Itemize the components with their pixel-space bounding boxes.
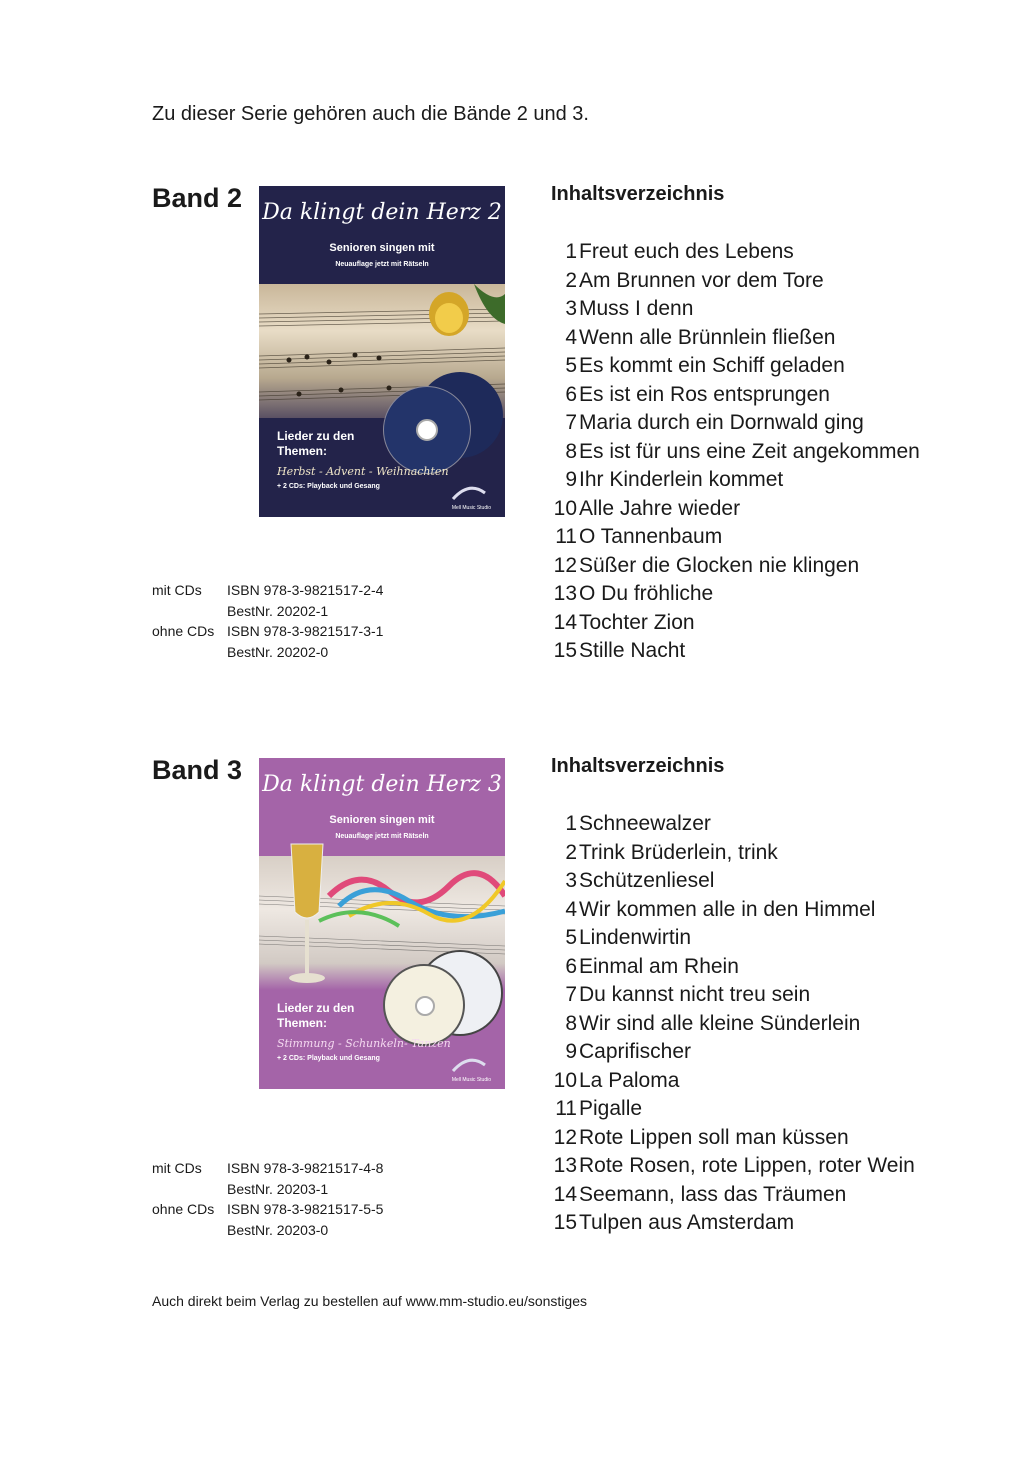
- toc-number: 15: [553, 1211, 577, 1234]
- toc-number: 8: [565, 439, 577, 463]
- toc-song-title: Du kannst nicht treu sein: [579, 983, 811, 1006]
- toc-item: [551, 1209, 915, 1238]
- band-2-title: Band 2: [152, 183, 243, 213]
- cover-title: Da klingt dein Herz 2: [262, 200, 502, 225]
- toc-number: 14: [553, 1182, 577, 1206]
- toc-item: [551, 924, 915, 953]
- toc-item: [551, 1067, 915, 1096]
- order-number: BestNr. 20203-1: [227, 1180, 329, 1197]
- toc-item: [551, 1124, 915, 1153]
- toc-item: [551, 295, 920, 324]
- toc-item: [551, 324, 920, 353]
- toc-number: 7: [565, 983, 577, 1006]
- toc-song-title: Caprifischer: [579, 1040, 692, 1063]
- toc-song-title: Tochter Zion: [579, 610, 695, 634]
- toc-item: [551, 352, 920, 381]
- toc-number: 10: [553, 1068, 577, 1092]
- toc-song-title: Lindenwirtin: [579, 926, 692, 949]
- cover-lieder-label: Lieder zu den Themen:: [277, 1001, 355, 1030]
- footer-order-note: Auch direkt beim Verlag zu bestellen auf www.mm-studio.eu/sonstiges: [152, 1293, 587, 1309]
- toc-item: [551, 495, 920, 524]
- isbn-label: mit CDs: [152, 1160, 202, 1176]
- toc-song-title: O Du fröhliche: [579, 582, 714, 605]
- toc-number: 14: [553, 610, 577, 634]
- toc-song-title: Muss I denn: [579, 297, 694, 320]
- toc-item: [551, 238, 920, 267]
- cover-tagline: Neuauflage jetzt mit Rätseln: [335, 261, 429, 268]
- toc-item: [551, 953, 915, 982]
- toc-song-title: Stille Nacht: [579, 639, 686, 662]
- toc-number: 5: [565, 926, 577, 949]
- toc-song-title: Trink Brüderlein, trink: [579, 840, 778, 864]
- toc-song-title: Rote Rosen, rote Lippen, roter Wein: [579, 1154, 915, 1177]
- toc-song-title: Einmal am Rhein: [579, 954, 739, 978]
- band-3-toc-list: [551, 810, 915, 1238]
- toc-item: [551, 896, 915, 925]
- toc-item: [551, 466, 920, 495]
- isbn-value: ISBN 978-3-9821517-2-4: [227, 582, 384, 598]
- toc-number: 10: [553, 496, 577, 520]
- publisher-name: Mell Music Studio: [451, 1077, 491, 1083]
- toc-item: [551, 810, 915, 839]
- toc-number: 12: [553, 1125, 577, 1149]
- order-number: BestNr. 20202-1: [227, 602, 329, 619]
- toc-song-title: Maria durch ein Dornwald ging: [579, 411, 864, 434]
- toc-item: [551, 1038, 915, 1067]
- toc-item: [551, 1095, 915, 1124]
- cover-subtitle: Senioren singen mit: [329, 814, 435, 826]
- band-2-toc-list: [551, 238, 920, 666]
- isbn-value: ISBN 978-3-9821517-5-5: [227, 1201, 384, 1217]
- toc-number: 9: [565, 468, 577, 491]
- toc-item: [551, 381, 920, 410]
- toc-item: [551, 1152, 915, 1181]
- toc-number: 11: [555, 525, 577, 548]
- publisher-logo-icon: [451, 1053, 487, 1075]
- toc-number: 2: [565, 840, 577, 864]
- order-number: BestNr. 20202-0: [227, 643, 329, 660]
- band-2-toc-title: Inhaltsverzeichnis: [551, 183, 725, 205]
- toc-number: 15: [553, 639, 577, 662]
- toc-song-title: Seemann, lass das Träumen: [579, 1182, 847, 1206]
- toc-item: [551, 409, 920, 438]
- toc-song-title: Pigalle: [579, 1097, 643, 1120]
- publisher-logo-icon: [451, 481, 487, 503]
- isbn-value: ISBN 978-3-9821517-3-1: [227, 623, 384, 639]
- toc-number: 12: [553, 553, 577, 577]
- toc-item: [551, 523, 920, 552]
- toc-item: [551, 637, 920, 666]
- toc-number: 6: [565, 954, 577, 978]
- toc-number: 11: [555, 1097, 577, 1120]
- toc-number: 3: [565, 297, 577, 320]
- toc-song-title: Schützenliesel: [579, 869, 715, 892]
- toc-number: 5: [565, 354, 577, 377]
- toc-number: 2: [565, 268, 577, 292]
- toc-song-title: Es ist für uns eine Zeit angekommen: [579, 439, 920, 463]
- isbn-value: ISBN 978-3-9821517-4-8: [227, 1160, 384, 1176]
- toc-song-title: Freut euch des Lebens: [579, 240, 794, 263]
- cover-themes: Stimmung - Schunkeln- Tanzen: [277, 1037, 451, 1050]
- toc-number: 9: [565, 1040, 577, 1063]
- toc-number: 3: [565, 869, 577, 892]
- toc-song-title: Wir kommen alle in den Himmel: [579, 897, 876, 921]
- cover-title: Da klingt dein Herz 3: [262, 772, 502, 797]
- toc-item: [551, 552, 920, 581]
- publisher-name: Mell Music Studio: [451, 505, 491, 511]
- toc-number: 13: [553, 1154, 577, 1177]
- cover-cds-note: + 2 CDs: Playback und Gesang: [277, 1055, 380, 1062]
- champagne-glass-icon: [285, 842, 329, 992]
- toc-item: [551, 438, 920, 467]
- toc-song-title: Wenn alle Brünnlein fließen: [579, 325, 836, 349]
- toc-song-title: Tulpen aus Amsterdam: [579, 1211, 795, 1234]
- band-3-toc-title: Inhaltsverzeichnis: [551, 755, 725, 777]
- isbn-label: mit CDs: [152, 582, 202, 598]
- toc-song-title: Alle Jahre wieder: [579, 496, 741, 520]
- toc-number: 7: [565, 411, 577, 434]
- toc-item: [551, 981, 915, 1010]
- isbn-label: ohne CDs: [152, 623, 215, 639]
- toc-number: 4: [565, 325, 577, 349]
- order-number: BestNr. 20203-0: [227, 1221, 329, 1238]
- toc-song-title: Ihr Kinderlein kommet: [579, 468, 784, 491]
- toc-song-title: Süßer die Glocken nie klingen: [579, 553, 860, 577]
- band-2-isbn-block: [152, 580, 383, 662]
- toc-number: 4: [565, 897, 577, 921]
- toc-song-title: Schneewalzer: [579, 812, 711, 835]
- toc-item: [551, 867, 915, 896]
- cover-cds-note: + 2 CDs: Playback und Gesang: [277, 483, 380, 490]
- band-3-title: Band 3: [152, 755, 243, 785]
- toc-item: [551, 580, 920, 609]
- toc-number: 6: [565, 382, 577, 406]
- toc-item: [551, 267, 920, 296]
- isbn-label: ohne CDs: [152, 1201, 215, 1217]
- cover-subtitle: Senioren singen mit: [329, 242, 435, 254]
- toc-song-title: La Paloma: [579, 1068, 680, 1092]
- band-3-cover-image: [259, 758, 505, 1089]
- toc-item: [551, 609, 920, 638]
- toc-song-title: O Tannenbaum: [579, 525, 723, 548]
- toc-number: 1: [565, 240, 577, 263]
- toc-item: [551, 1181, 915, 1210]
- band-2-cover-image: [259, 186, 505, 517]
- band-3-isbn-block: [152, 1158, 383, 1240]
- cover-lieder-label: Lieder zu den Themen:: [277, 429, 355, 458]
- toc-item: [551, 839, 915, 868]
- cover-themes: Herbst - Advent - Weihnachten: [277, 465, 449, 478]
- toc-song-title: Es kommt ein Schiff geladen: [579, 354, 845, 377]
- toc-song-title: Am Brunnen vor dem Tore: [579, 268, 824, 292]
- toc-number: 13: [553, 582, 577, 605]
- toc-song-title: Es ist ein Ros entsprungen: [579, 382, 830, 406]
- toc-number: 1: [565, 812, 577, 835]
- toc-number: 8: [565, 1011, 577, 1035]
- intro-text: Zu dieser Serie gehören auch die Bände 2 und 3.: [152, 103, 589, 125]
- toc-item: [551, 1010, 915, 1039]
- toc-song-title: Wir sind alle kleine Sünderlein: [579, 1011, 861, 1035]
- cover-tagline: Neuauflage jetzt mit Rätseln: [335, 833, 429, 840]
- toc-song-title: Rote Lippen soll man küssen: [579, 1125, 849, 1149]
